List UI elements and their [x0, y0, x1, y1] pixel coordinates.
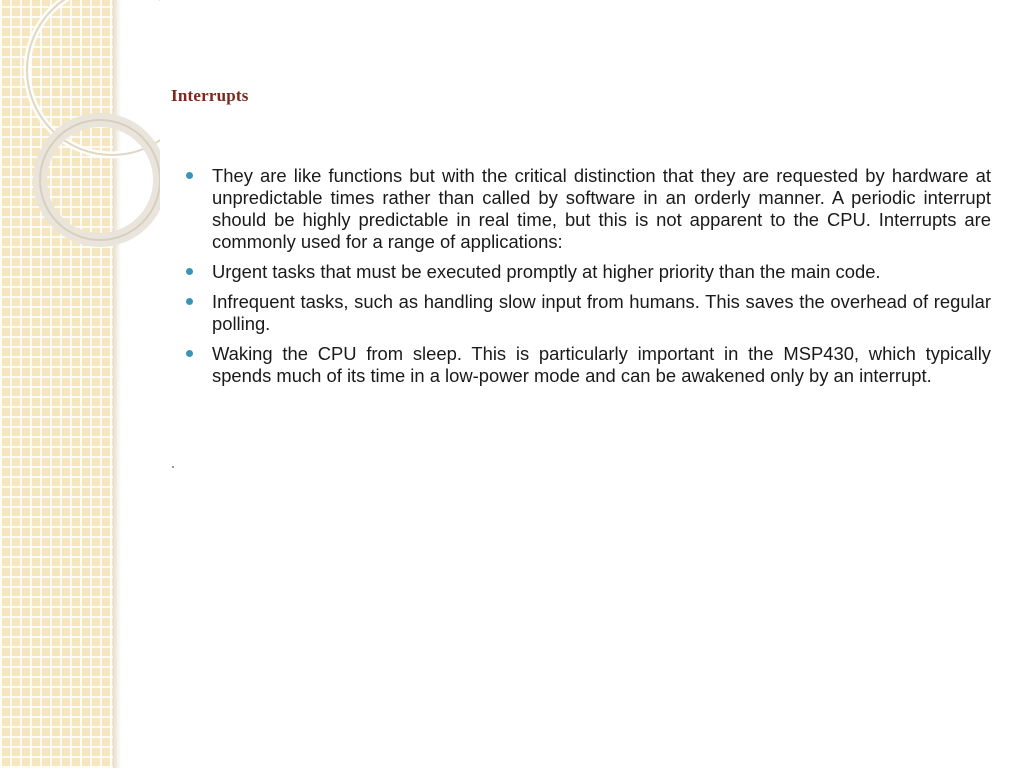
- decorative-rings-graphic: [0, 0, 160, 260]
- bullet-icon: [186, 350, 193, 357]
- bullet-icon: [186, 172, 193, 179]
- list-item: [186, 343, 991, 387]
- list-item: [186, 165, 991, 253]
- bullet-icon: [186, 268, 193, 275]
- bullet-text: Waking the CPU from sleep. This is particularly important in the MSP430, which typically spends much of its time in a low-power mode and can be awakened only by an interrupt.: [212, 343, 991, 386]
- slide-title: Interrupts: [171, 86, 249, 105]
- bullet-text: Urgent tasks that must be executed promptly at higher priority than the main code.: [212, 261, 881, 282]
- bullet-list: [186, 165, 991, 395]
- placeholder-dot: [172, 466, 174, 468]
- bullet-text: They are like functions but with the critical distinction that they are requested by hardware at unpredictable times rather than called by software in an orderly manner. A periodic interrupt should be highly predictable in real time, but this is not apparent to the CPU. Interrupts are commonly used for a range of applications:: [212, 165, 991, 252]
- bullet-icon: [186, 298, 193, 305]
- bullet-text: Infrequent tasks, such as handling slow input from humans. This saves the overhead of regular polling.: [212, 291, 991, 334]
- list-item: [186, 291, 991, 335]
- list-item: [186, 261, 991, 283]
